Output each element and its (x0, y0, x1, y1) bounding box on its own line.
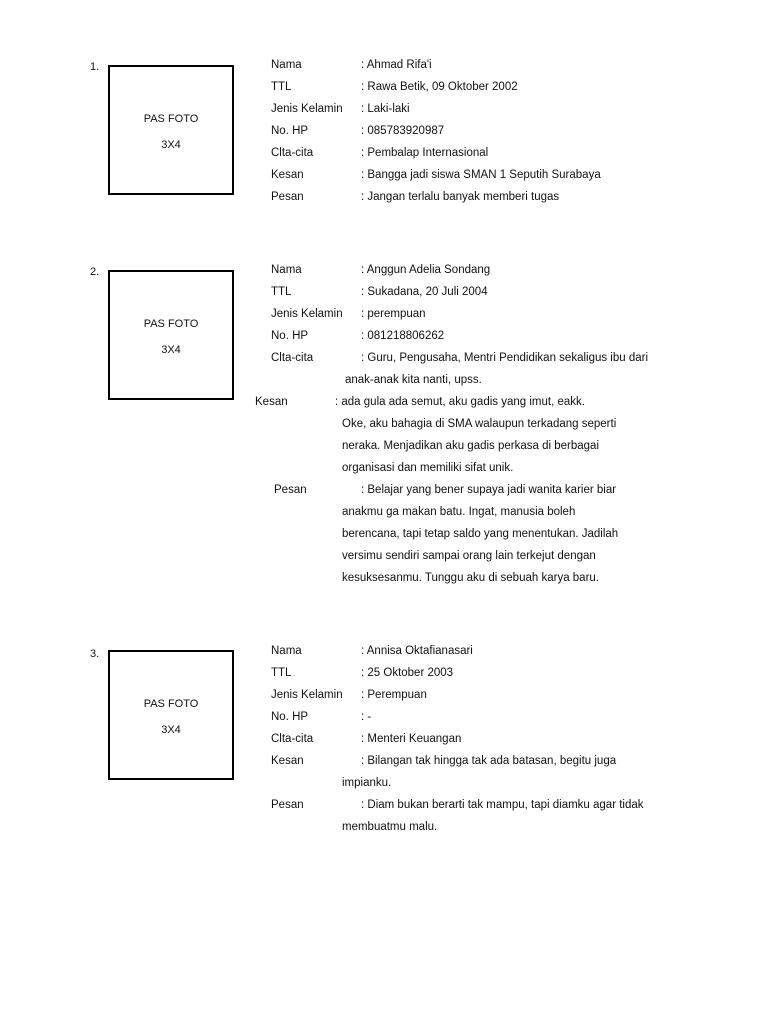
value-cita-cita: : Guru, Pengusaha, Mentri Pendidikan sekaligus ibu dari (361, 352, 649, 364)
value-no-hp: : - (361, 711, 372, 723)
value-no-hp: : 085783920987 (361, 125, 445, 137)
value-nama: : Anggun Adelia Sondang (361, 264, 491, 276)
value-nama: : Annisa Oktafianasari (361, 645, 473, 657)
entry-number: 1. (90, 61, 100, 73)
label-ttl: TTL (271, 81, 292, 93)
value-cita-cita: : Menteri Keuangan (361, 733, 462, 745)
value-ttl: : 25 Oktober 2003 (361, 667, 454, 679)
label-kesan: Kesan (271, 755, 304, 767)
value-nama: : Ahmad Rifa'i (361, 59, 432, 71)
value-pesan-line: berencana, tapi tetap saldo yang menentukan. Jadilah (342, 528, 619, 540)
value-kesan-line: organisasi dan memiliki sifat unik. (342, 462, 514, 474)
entry-number: 2. (90, 266, 100, 278)
label-ttl: TTL (271, 286, 292, 298)
label-ttl: TTL (271, 667, 292, 679)
label-pesan: Pesan (271, 799, 304, 811)
entry-number: 3. (90, 648, 100, 660)
value-kesan: : Bilangan tak hingga tak ada batasan, begitu juga (361, 755, 617, 767)
value-pesan-line: versimu sendiri sampai orang lain terkejut dengan (342, 550, 596, 562)
label-pesan: Pesan (274, 484, 307, 496)
label-nama: Nama (271, 59, 302, 71)
value-kesan: : ada gula ada semut, aku gadis yang imut, eakk. (335, 396, 585, 408)
label-no-hp: No. HP (271, 330, 309, 342)
photo-placeholder-size: 3X4 (161, 344, 181, 356)
value-jenis-kelamin: : Perempuan (361, 689, 427, 701)
photo-placeholder (108, 65, 234, 195)
value-kesan-line: impianku. (342, 777, 392, 789)
value-kesan: : Bangga jadi siswa SMAN 1 Seputih Surabaya (361, 169, 601, 181)
label-nama: Nama (271, 264, 302, 276)
label-no-hp: No. HP (271, 125, 309, 137)
value-no-hp: : 081218806262 (361, 330, 445, 342)
photo-placeholder (108, 270, 234, 400)
value-kesan-line: neraka. Menjadikan aku gadis perkasa di berbagai (342, 440, 599, 452)
value-pesan-line: membuatmu malu. (342, 821, 438, 833)
value-pesan: : Jangan terlalu banyak memberi tugas (361, 191, 560, 203)
value-jenis-kelamin: : perempuan (361, 308, 426, 320)
photo-placeholder-size: 3X4 (161, 139, 181, 151)
photo-placeholder-label: PAS FOTO (143, 698, 199, 710)
label-kesan: Kesan (255, 396, 288, 408)
label-cita-cita: Clta-cita (271, 147, 314, 159)
value-ttl: : Sukadana, 20 Juli 2004 (361, 286, 488, 298)
photo-placeholder-size: 3X4 (161, 724, 181, 736)
value-pesan: : Belajar yang bener supaya jadi wanita karier biar (361, 484, 617, 496)
photo-placeholder-label: PAS FOTO (143, 318, 199, 330)
label-kesan: Kesan (271, 169, 304, 181)
label-nama: Nama (271, 645, 302, 657)
value-pesan-line: anakmu ga makan batu. Ingat, manusia boleh (342, 506, 576, 518)
label-cita-cita: Clta-cita (271, 733, 314, 745)
photo-placeholder-label: PAS FOTO (143, 113, 199, 125)
value-kesan-line: Oke, aku bahagia di SMA walaupun terkadang seperti (342, 418, 617, 430)
value-pesan-line: kesuksesanmu. Tunggu aku di sebuah karya baru. (342, 572, 599, 584)
label-no-hp: No. HP (271, 711, 309, 723)
value-cita-cita-cont: anak-anak kita nanti, upss. (345, 374, 482, 386)
label-cita-cita: Clta-cita (271, 352, 314, 364)
label-jenis-kelamin: Jenis Kelamin (271, 689, 343, 701)
label-jenis-kelamin: Jenis Kelamin (271, 308, 343, 320)
value-jenis-kelamin: : Laki-laki (361, 103, 410, 115)
label-jenis-kelamin: Jenis Kelamin (271, 103, 343, 115)
value-pesan: : Diam bukan berarti tak mampu, tapi diamku agar tidak (361, 799, 644, 811)
photo-placeholder (108, 650, 234, 780)
value-ttl: : Rawa Betik, 09 Oktober 2002 (361, 81, 518, 93)
value-cita-cita: : Pembalap Internasional (361, 147, 489, 159)
label-pesan: Pesan (271, 191, 304, 203)
